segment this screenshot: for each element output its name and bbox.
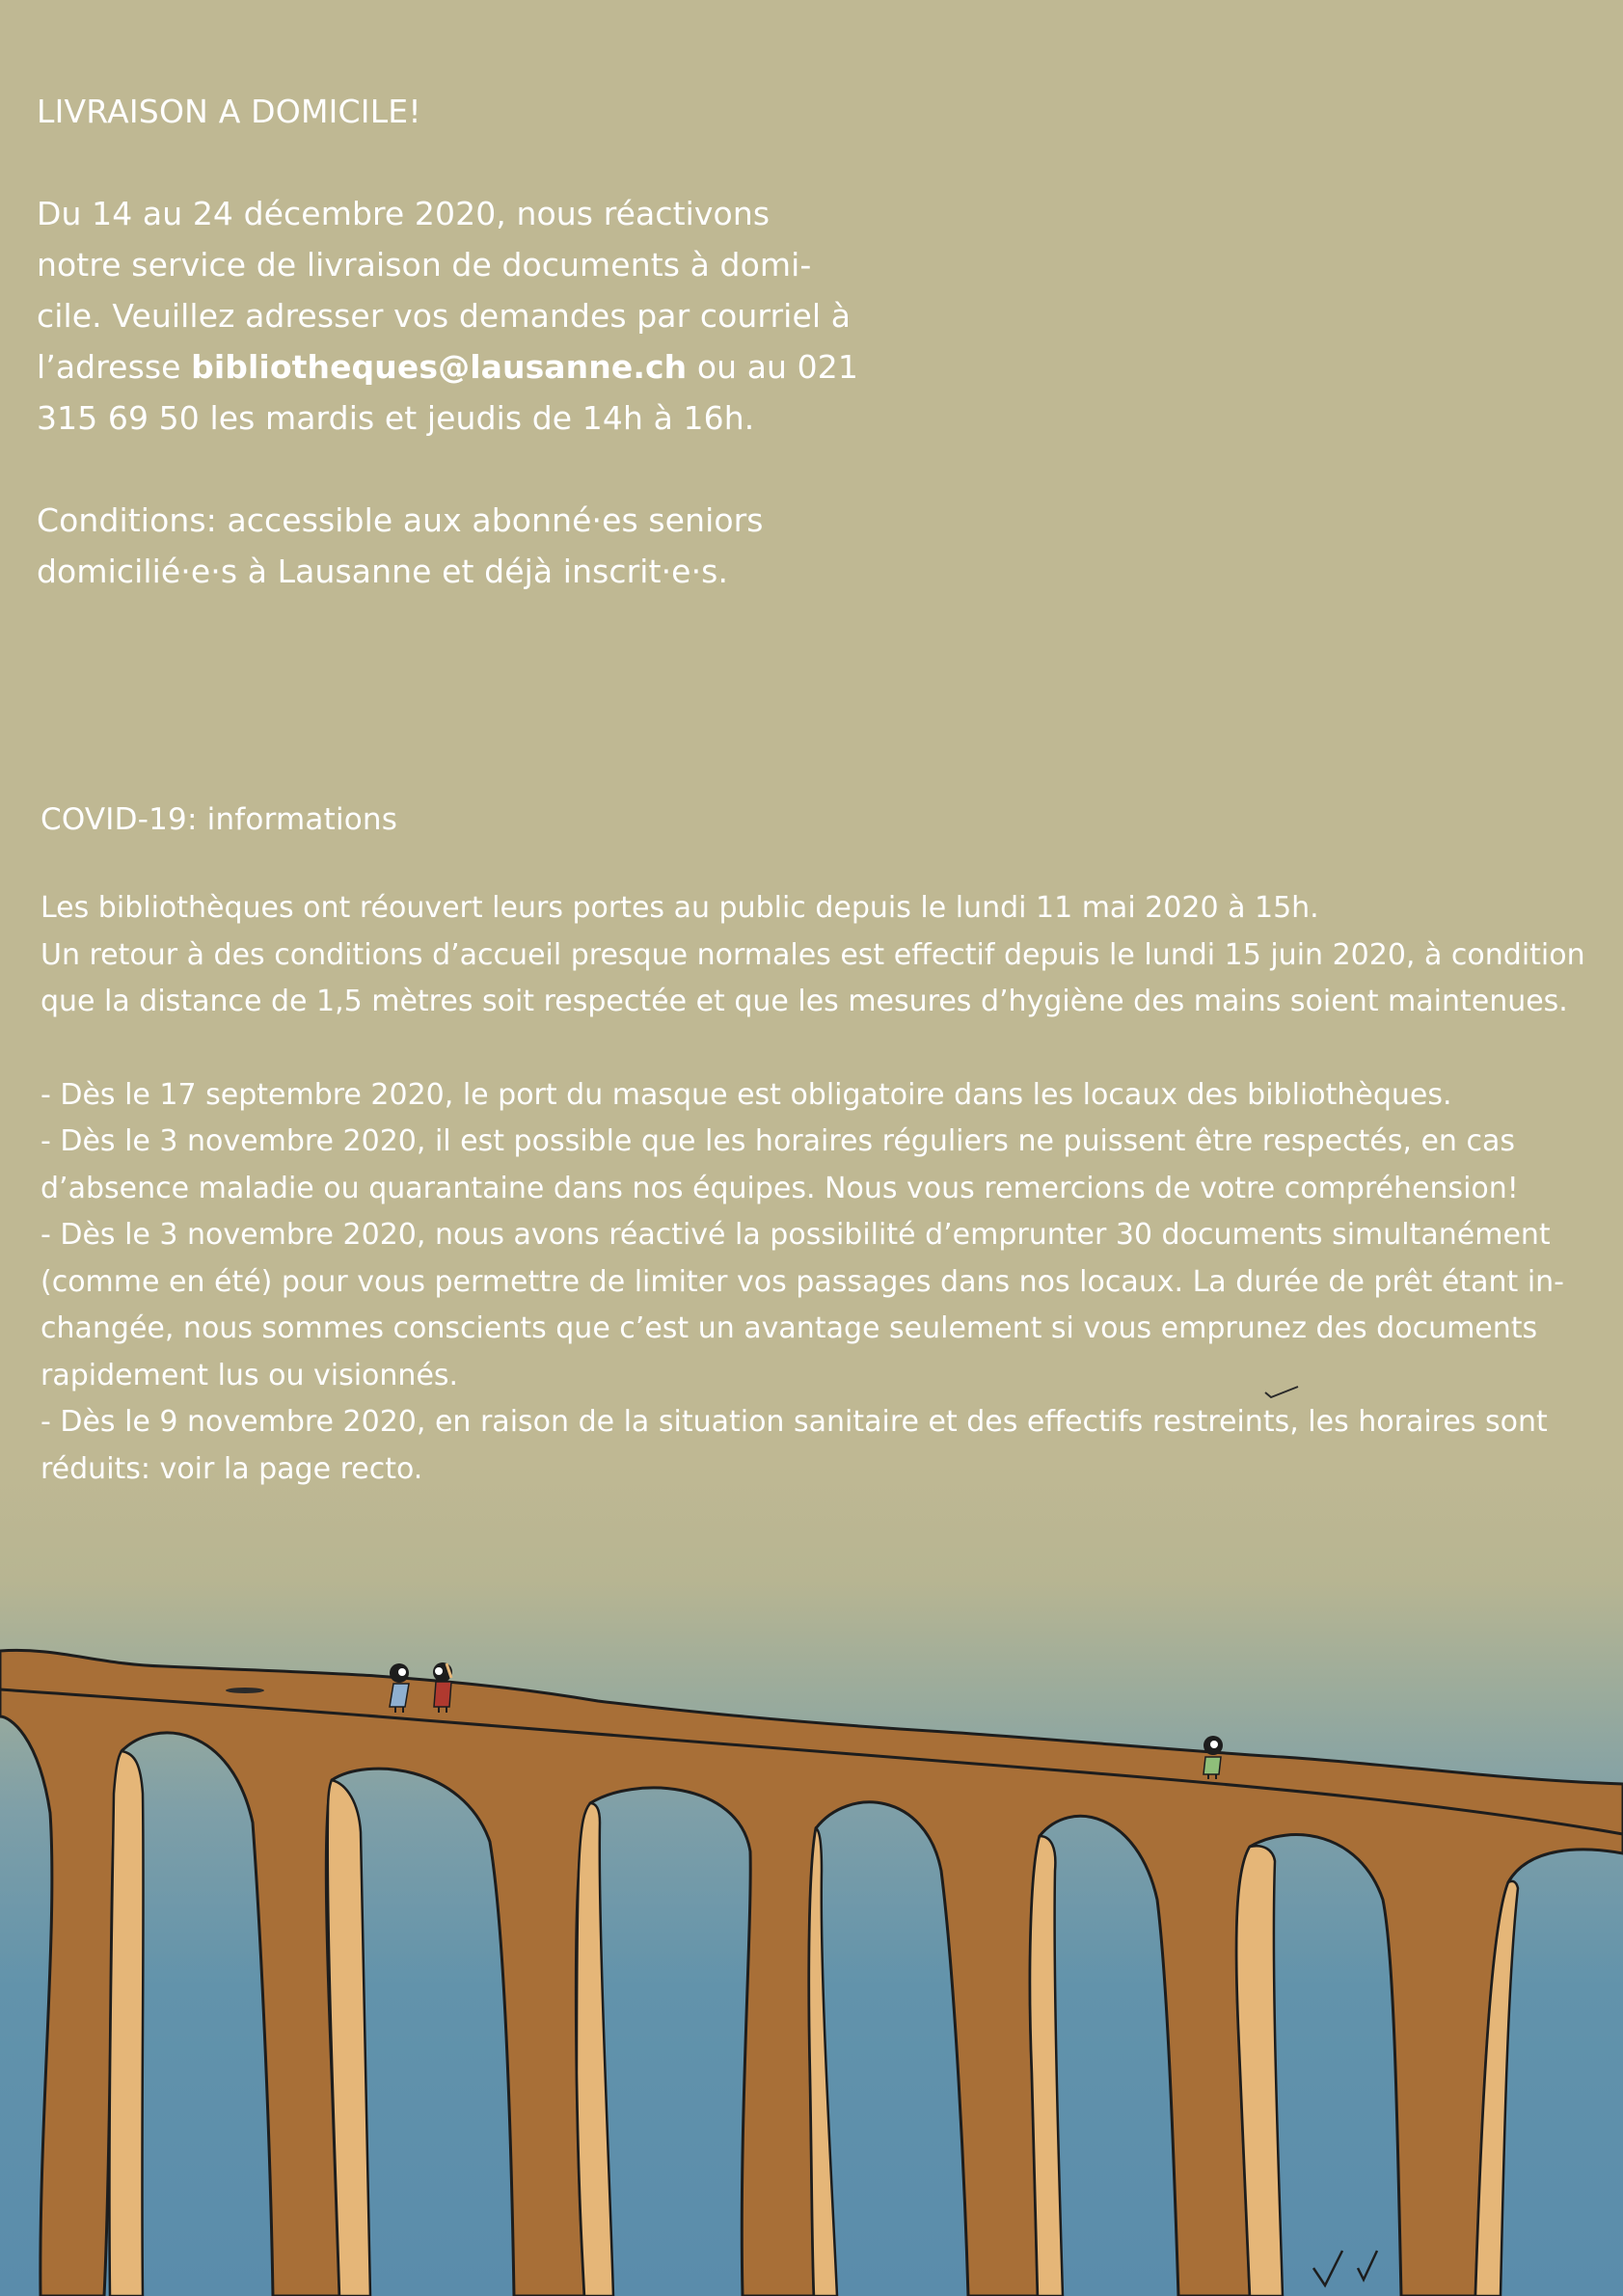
covid-title: COVID-19: informations [41,802,398,837]
covid-info-section [41,791,1603,1493]
covid-update-line: - Dès le 17 septembre 2020, le port du masque est obligatoire dans les locaux des bibliothèques. [41,1077,1452,1112]
figure-blue [390,1663,409,1713]
delivery-line-2: notre service de livraison de documents à domi- [37,246,812,284]
covid-update-line: (comme en été) pour vous permettre de limiter vos passages dans nos locaux. La durée de prêt étant in- [41,1264,1564,1299]
covid-update-line: - Dès le 3 novembre 2020, nous avons réactivé la possibilité d’emprunter 30 documents simultanément [41,1218,1551,1252]
delivery-line-4-suffix: ou au 021 [687,348,858,386]
deck-shadow [226,1688,264,1693]
covid-update-line: réduits: voir la page recto. [41,1451,423,1486]
covid-update-line: changée, nous sommes conscients que c’est un avantage seulement si vous emprunez des documents [41,1311,1538,1345]
covid-intro-line: Les bibliothèques ont réouvert leurs portes au public depuis le lundi 11 mai 2020 à 15h. [41,891,1319,925]
covid-intro-line: Un retour à des conditions d’accueil presque normales est effectif depuis le lundi 15 juin 2020, à condition [41,937,1585,972]
email-address[interactable]: bibliotheques@lausanne.ch [191,348,688,386]
conditions-paragraph [37,495,885,597]
figure-red [433,1662,452,1713]
covid-update-line: - Dès le 9 novembre 2020, en raison de la situation sanitaire et des effectifs restreints, les horaires sont [41,1405,1548,1439]
covid-updates-list [41,1072,1603,1494]
covid-update-line: d’absence maladie ou quarantaine dans nos équipes. Nous vous remercions de votre compréhension! [41,1171,1519,1205]
home-delivery-section [37,87,885,597]
covid-update-line: - Dès le 3 novembre 2020, il est possible que les horaires réguliers ne puissent être respectés, en cas [41,1124,1515,1158]
delivery-line-4-prefix: l’adresse [37,348,192,386]
delivery-paragraph [37,188,885,444]
bird-icon [1313,2251,1342,2285]
bird-icon [1358,2251,1377,2280]
delivery-line-1: Du 14 au 24 décembre 2020, nous réactivons [37,195,771,232]
covid-update-line: rapidement lus ou visionnés. [41,1358,459,1392]
delivery-line-5: 315 69 50 les mardis et jeudis de 14h à 16h. [37,399,755,437]
conditions-line-1: Conditions: accessible aux abonné·es seniors [37,501,764,539]
covid-intro-line: que la distance de 1,5 mètres soit respectée et que les mesures d’hygiène des mains soient maintenues. [41,985,1568,1018]
home-delivery-title: LIVRAISON A DOMICILE! [37,93,421,130]
delivery-line-3: cile. Veuillez adresser vos demandes par courriel à [37,297,852,335]
conditions-line-2: domicilié·e·s à Lausanne et déjà inscrit·e·s. [37,553,729,590]
covid-intro-paragraph [41,885,1603,1026]
